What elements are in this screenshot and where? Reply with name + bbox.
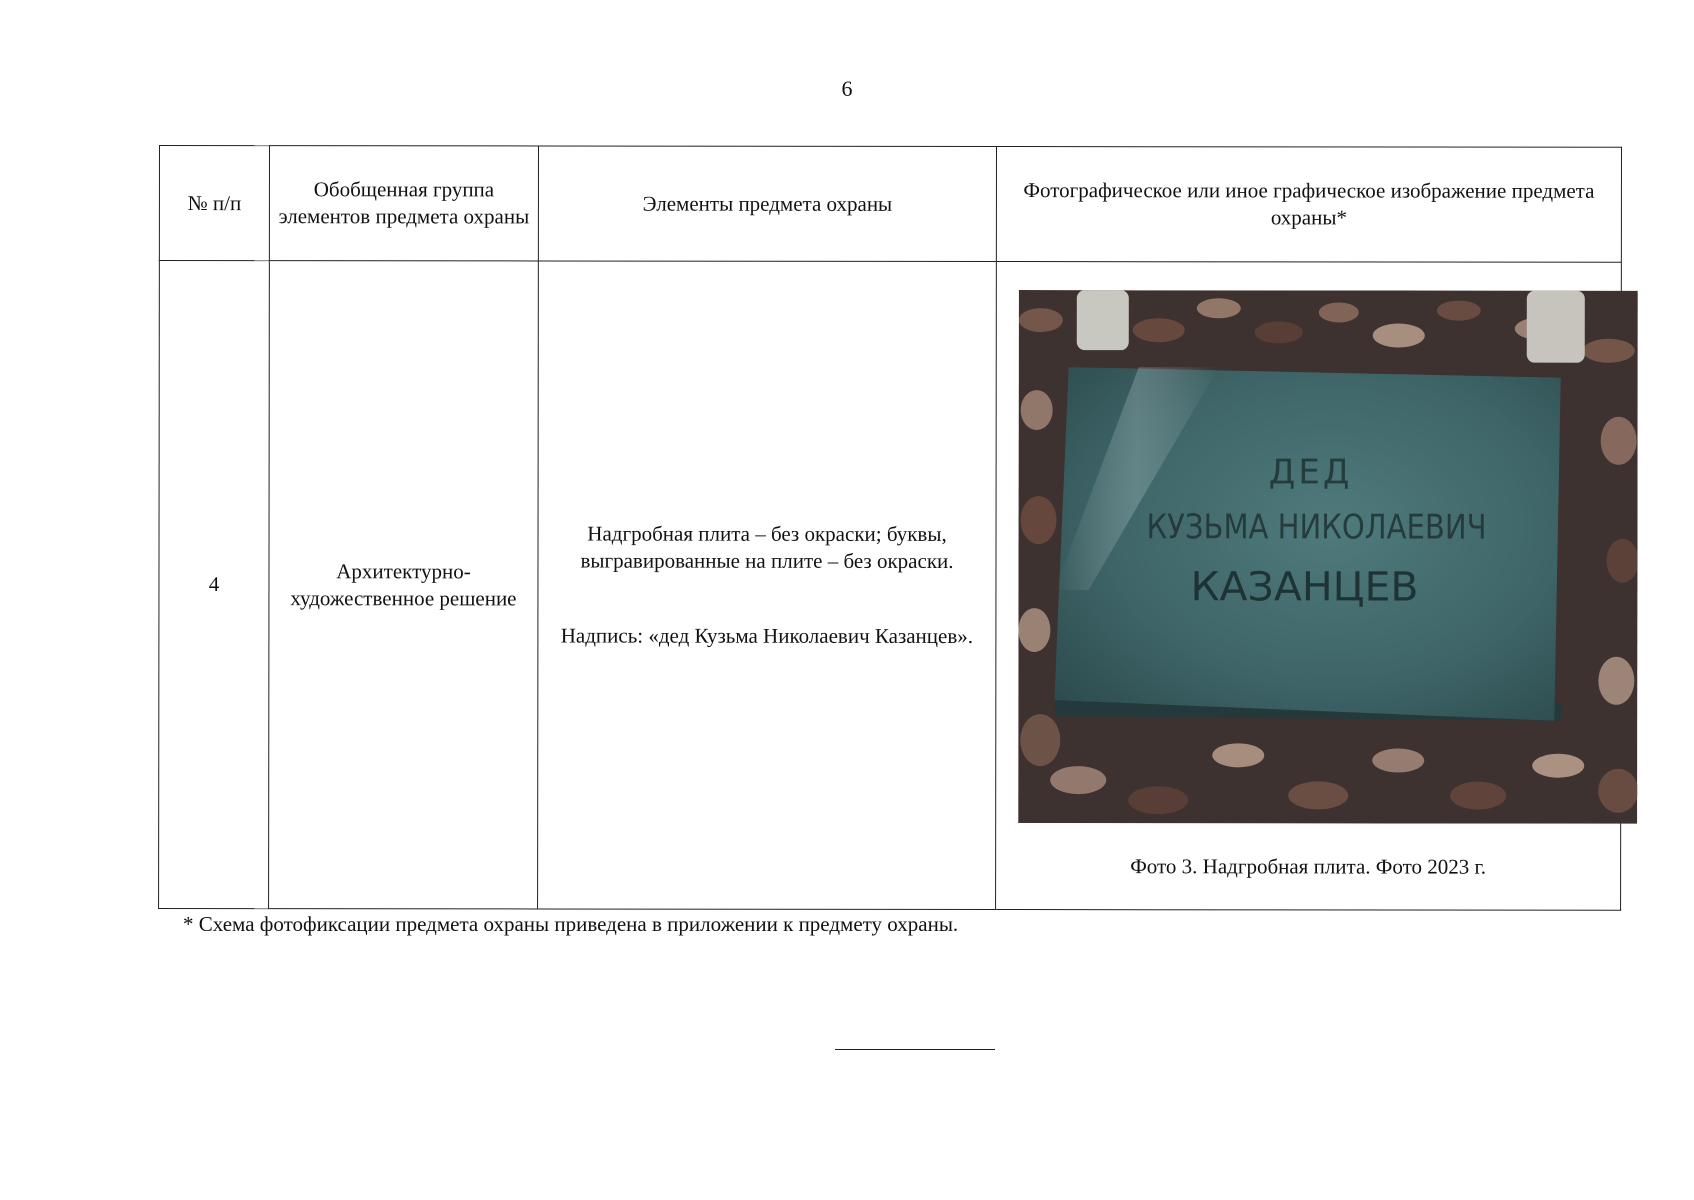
plate-inscription-line3: КАЗАНЦЕВ xyxy=(1190,564,1414,611)
row-group: Архитектурно-художественное решение xyxy=(269,261,539,909)
protection-subject-table xyxy=(158,145,1622,911)
stone-post-right xyxy=(1527,291,1585,363)
page-number: 6 xyxy=(841,76,853,101)
end-rule xyxy=(835,1049,995,1050)
header-elements: Элементы предмета охраны xyxy=(538,146,996,262)
header-group: Обобщенная группа элементов предмета охраны xyxy=(269,146,538,261)
footnote: * Схема фотофиксации предмета охраны приведена в приложении к предмету охраны. xyxy=(183,912,959,936)
inscription-text: Надпись: «дед Кузьма Николаевич Казанцев». xyxy=(560,623,974,648)
photo-caption: Фото 3. Надгробная плита. Фото 2023 г. xyxy=(1130,854,1487,879)
table-row xyxy=(159,261,1622,911)
gravestone-photo xyxy=(1018,290,1638,824)
row-elements xyxy=(538,261,997,910)
elements-description: Надгробная плита – без окраски; буквы, выгравированные на плите – без окраски. xyxy=(580,521,954,573)
row-number: 4 xyxy=(159,261,270,909)
plate-inscription-line2: КУЗЬМА НИКОЛАЕВИЧ xyxy=(1146,507,1545,548)
row-photo xyxy=(996,262,1622,911)
header-image: Фотографическое или иное графическое изображение предмета охраны* xyxy=(996,147,1621,263)
plate-inscription-line1: ДЕД xyxy=(1268,452,1353,493)
header-number: № п/п xyxy=(159,146,269,261)
stone-post-left xyxy=(1077,290,1129,350)
table-header-row xyxy=(159,146,1621,263)
